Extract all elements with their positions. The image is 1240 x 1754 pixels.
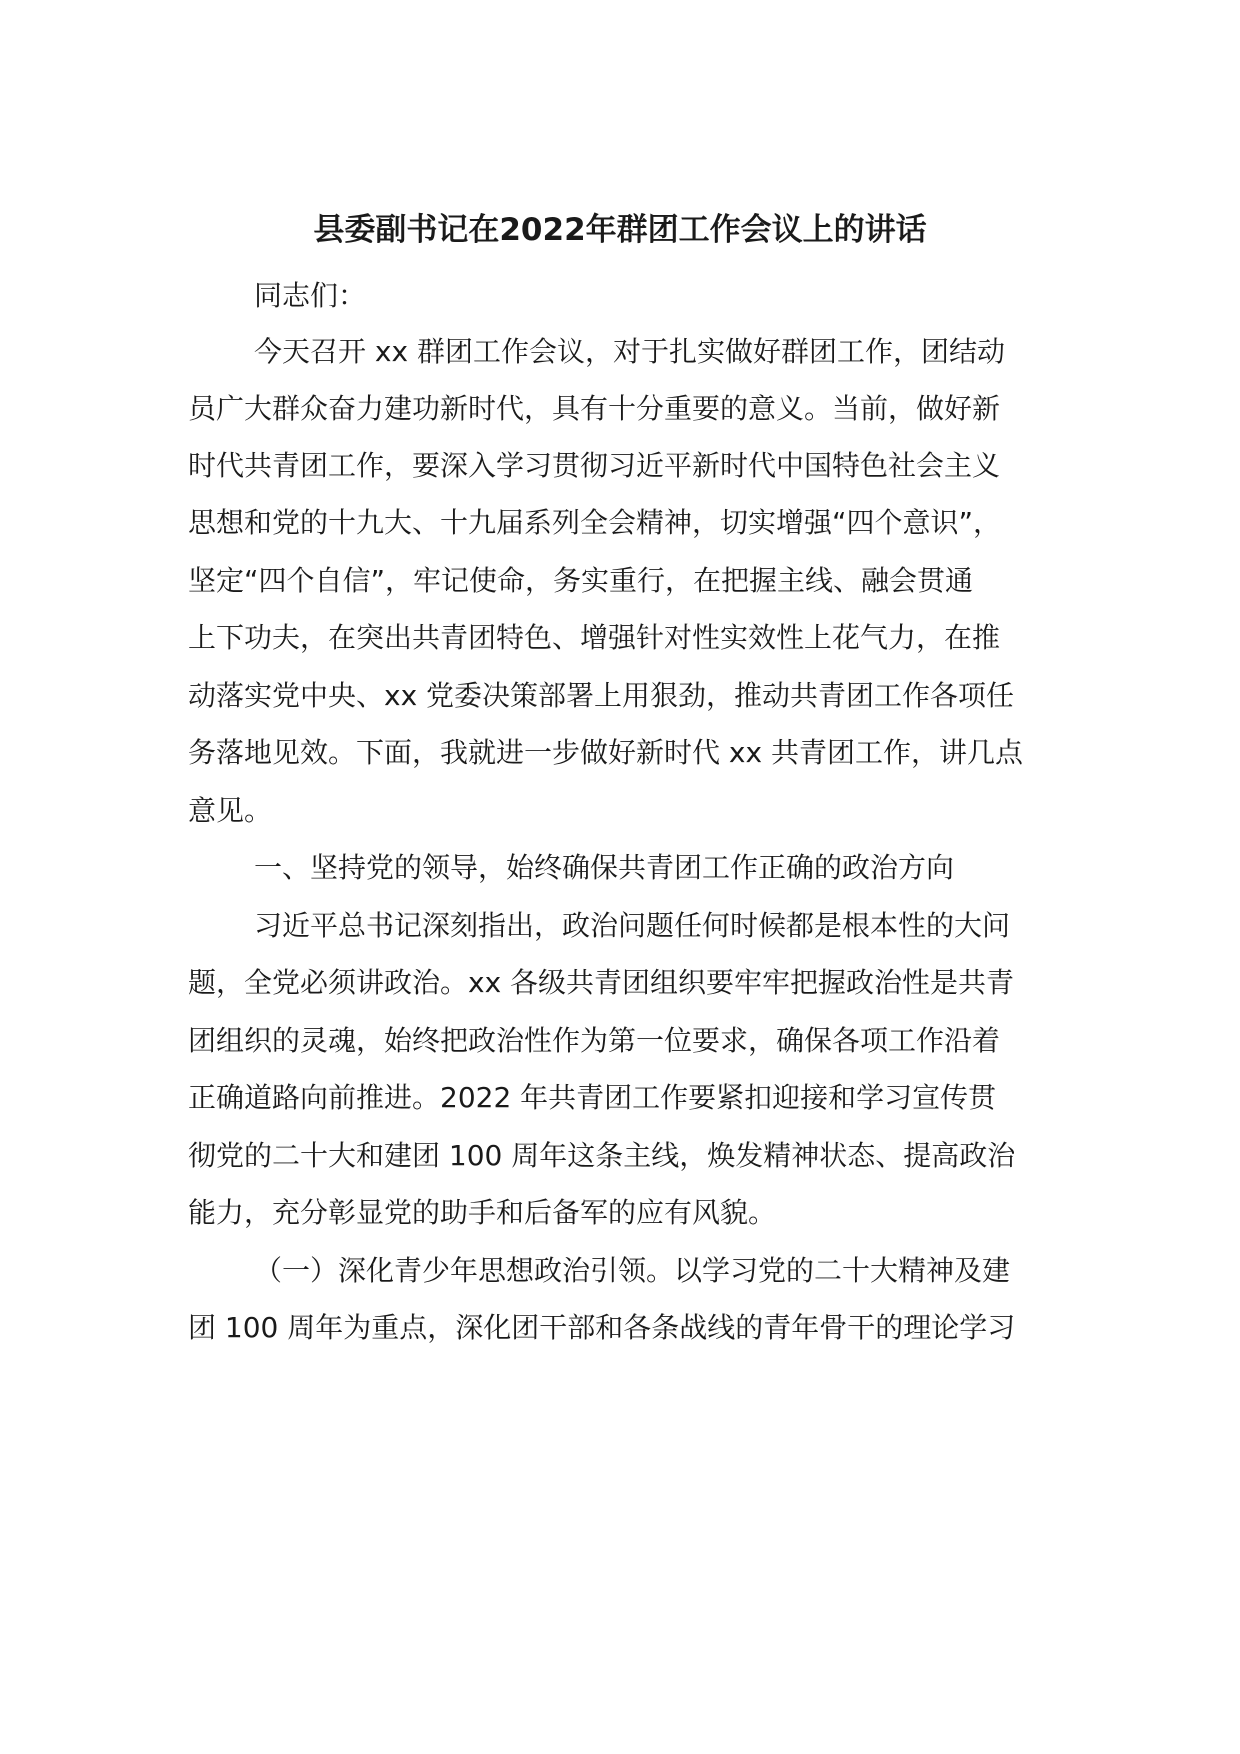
- paragraph-line: 正确道路向前推进。2022 年共青团工作要紧扣迎接和学习宣传贯: [188, 1081, 997, 1114]
- paragraph-line: 上下功夫，在突出共青团特色、增强针对性实效性上花气力，在推: [188, 621, 1001, 654]
- paragraph-line: 思想和党的十九大、十九届系列全会精神，切实增强“四个意识”，: [188, 506, 1002, 539]
- paragraph-line: 彻党的二十大和建团 100 周年这条主线，焕发精神状态、提高政治: [188, 1139, 1016, 1172]
- document-title: 县委副书记在2022年群团工作会议上的讲话: [313, 212, 927, 248]
- salutation: 同志们：: [254, 279, 367, 312]
- paragraph-line: 动落实党中央、xx 党委决策部署上用狠劲，推动共青团工作各项任: [188, 679, 1015, 712]
- section-heading: 一、坚持党的领导，始终确保共青团工作正确的政治方向: [254, 851, 955, 884]
- paragraph-line: 题，全党必须讲政治。xx 各级共青团组织要牢牢把握政治性是共青: [188, 966, 1015, 999]
- paragraph-line: 能力，充分彰显党的助手和后备军的应有风貌。: [188, 1196, 777, 1229]
- paragraph-line: 时代共青团工作，要深入学习贯彻习近平新时代中国特色社会主义: [188, 449, 1001, 482]
- paragraph-line: 务落地见效。下面，我就进一步做好新时代 xx 共青团工作，讲几点: [188, 736, 1023, 769]
- paragraph-line: 坚定“四个自信”，牢记使命，务实重行，在把握主线、融会贯通: [188, 564, 974, 597]
- subsection-line: （一）深化青少年思想政治引领。以学习党的二十大精神及建: [254, 1254, 1011, 1287]
- paragraph-line: 团 100 周年为重点，深化团干部和各条战线的青年骨干的理论学习: [188, 1311, 1016, 1344]
- paragraph-line: 员广大群众奋力建功新时代，具有十分重要的意义。当前，做好新: [188, 392, 1001, 425]
- paragraph-line: 意见。: [188, 794, 273, 827]
- paragraph-line: 团组织的灵魂，始终把政治性作为第一位要求，确保各项工作沿着: [188, 1024, 1001, 1057]
- paragraph-line: 今天召开 xx 群团工作会议，对于扎实做好群团工作，团结动: [254, 335, 1005, 368]
- paragraph-line: 习近平总书记深刻指出，政治问题任何时候都是根本性的大问: [254, 909, 1011, 942]
